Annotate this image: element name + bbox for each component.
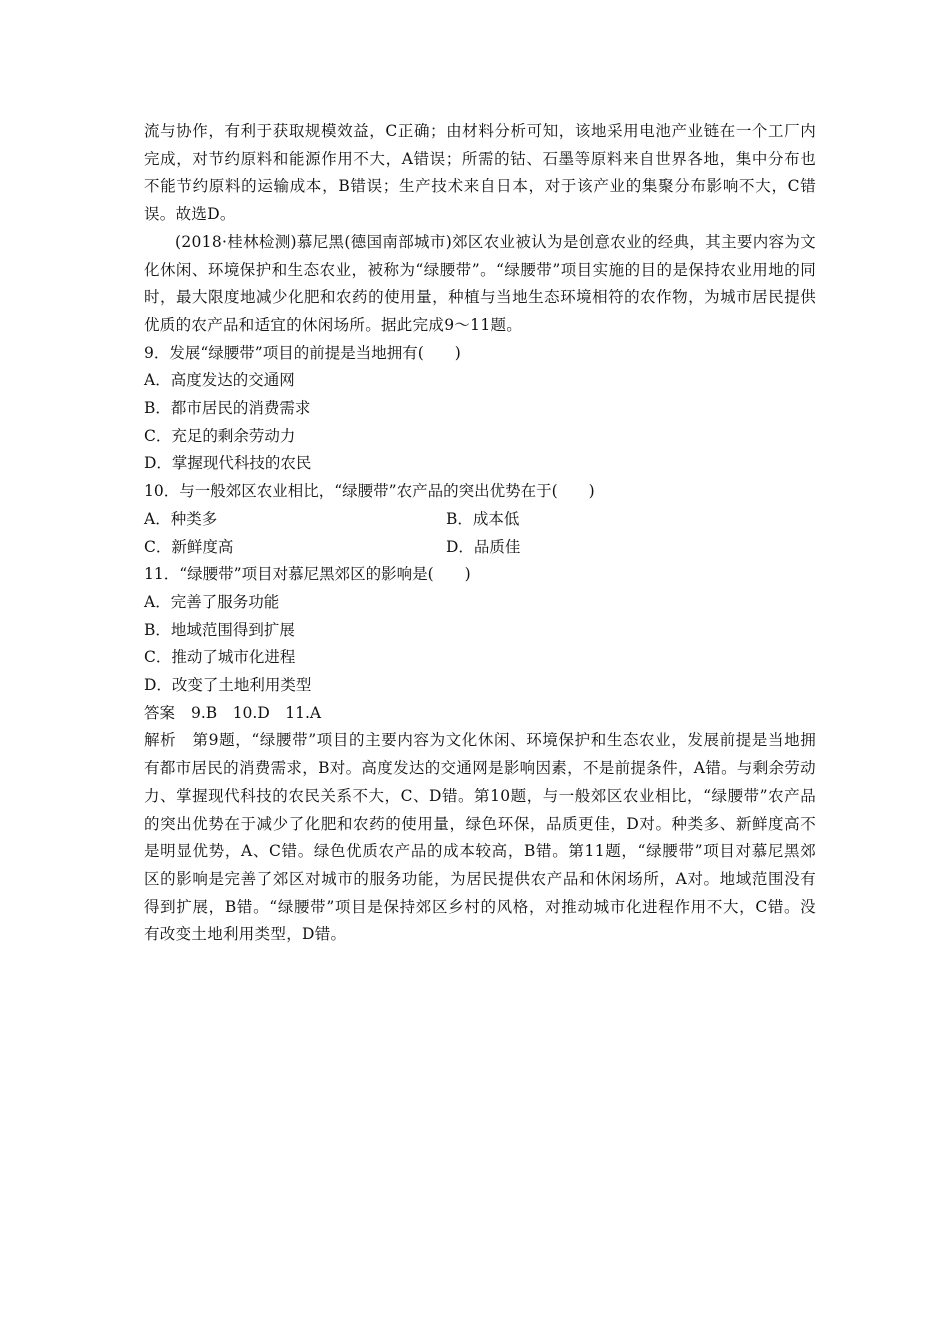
question-10-options-row-1 [144, 506, 816, 534]
question-11-stem: 11．“绿腰带”项目对慕尼黑郊区的影响是( ) [144, 565, 471, 584]
material-paragraph: (2018·桂林检测)慕尼黑(德国南部城市)郊区农业被认为是创意农业的经典，其主要内容为文化休闲、环境保护和生态农业，被称为“绿腰带”。“绿腰带”项目实施的目的是保持农业用地的同时，最大限度地减少化肥和农药的使用量，种植与当地生态环境相符的农作物，为城市居民提供优质的农产品和适宜的休闲场所。据此完成9～11题。 [144, 232, 816, 334]
question-10-option-d: D．品质佳 [446, 537, 521, 556]
question-11-option-a: A．完善了服务功能 [144, 592, 280, 611]
question-10-option-b: B．成本低 [446, 509, 520, 528]
analysis-text: 第9题，“绿腰带”项目的主要内容为文化休闲、环境保护和生态农业，发展前提是当地拥有都市居民的消费需求，B对。高度发达的交通网是影响因素，不是前提条件，A错。与剩余劳动力、掌握现代科技的农民关系不大，C、D错。第10题，与一般郊区农业相比，“绿腰带”农产品的突出优势在于减少了化肥和农药的使用量，绿色环保，品质更佳，D对。种类多、新鲜度高不是明显优势，A、C错。绿色优质农产品的成本较高，B错。第11题，“绿腰带”项目对慕尼黑郊区的影响是完善了郊区对城市的服务功能，为居民提供农产品和休闲场所，A对。地域范围没有得到扩展，B错。“绿腰带”项目是保持郊区乡村的风格，对推动城市化进程作用不大，C错。没有改变土地利用类型，D错。 [144, 731, 816, 944]
previous-analysis-paragraph: 流与协作，有利于获取规模效益，C正确；由材料分析可知，该地采用电池产业链在一个工厂内完成，对节约原料和能源作用不大，A错误；所需的钴、石墨等原料来自世界各地，集中分布也不能节约原料的运输成本，B错误；生产技术来自日本，对于该产业的集聚分布影响不大，C错误。故选D。 [144, 122, 816, 224]
analysis-label: 解析 [144, 731, 177, 750]
question-11 [144, 561, 816, 700]
question-9-option-b: B．都市居民的消费需求 [144, 399, 311, 418]
answer-label: 答案 [144, 703, 176, 722]
analysis-paragraph [144, 727, 816, 949]
question-11-option-c: C．推动了城市化进程 [144, 648, 296, 667]
document-page [144, 118, 816, 949]
question-9-option-d: D．掌握现代科技的农民 [144, 454, 312, 473]
question-9-option-a: A．高度发达的交通网 [144, 371, 295, 390]
question-9 [144, 340, 816, 479]
question-10-option-c: C．新鲜度高 [144, 537, 234, 556]
question-10 [144, 478, 816, 561]
question-9-option-c: C．充足的剩余劳动力 [144, 426, 296, 445]
question-11-option-b: B．地域范围得到扩展 [144, 620, 295, 639]
question-9-stem: 9．发展“绿腰带”项目的前提是当地拥有( ) [144, 343, 461, 362]
question-11-option-d: D．改变了土地利用类型 [144, 676, 312, 695]
question-10-stem: 10．与一般郊区农业相比，“绿腰带”农产品的突出优势在于( ) [144, 482, 595, 501]
question-10-options-row-2 [144, 534, 816, 562]
answer-values: 9.B 10.D 11.A [191, 703, 322, 722]
question-10-option-a: A．种类多 [144, 509, 218, 528]
answer-line [144, 700, 816, 728]
